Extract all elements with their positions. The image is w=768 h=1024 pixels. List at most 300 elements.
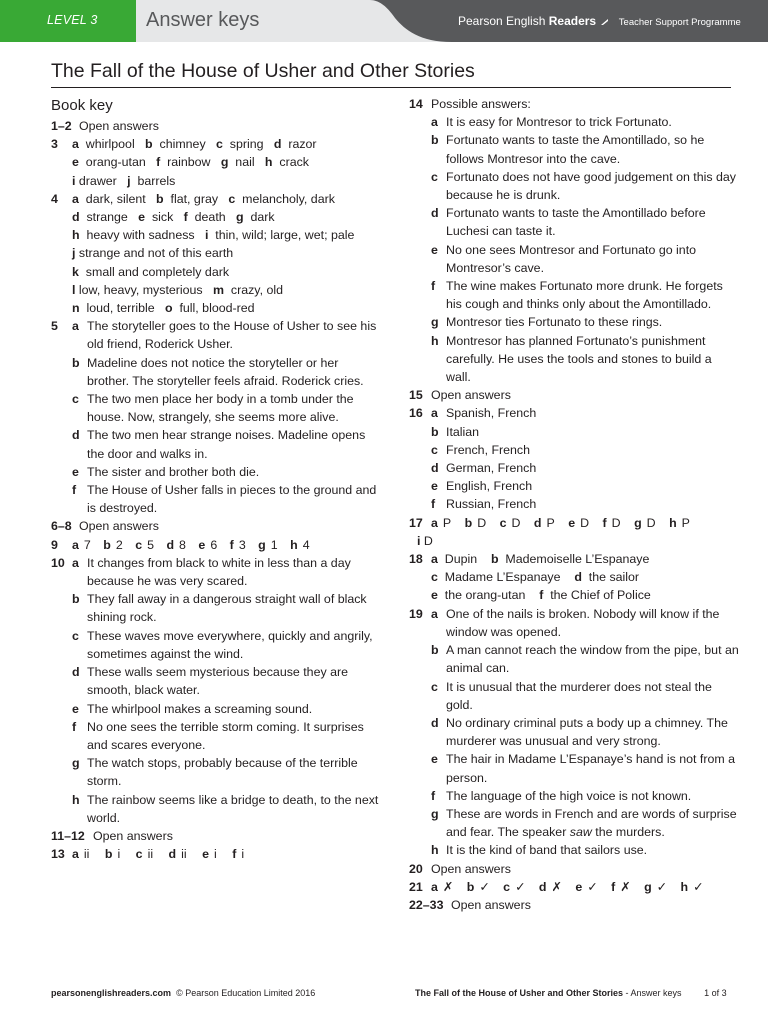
answer-item: [409, 841, 739, 859]
item-answer: Mademoiselle L’Espanaye: [505, 552, 650, 567]
answer-intro: Possible answers:: [431, 97, 531, 111]
answer-item: [409, 605, 739, 641]
item-answer: loud, terrible: [86, 301, 155, 316]
question-number: 21: [409, 879, 423, 894]
item-letter: i: [417, 533, 421, 548]
item-letter: o: [164, 301, 173, 316]
item-letter: f: [431, 279, 436, 294]
answer-list: [409, 113, 739, 386]
item-answer: Montresor has planned Fortunato’s punishment carefully. He uses the tools and stones to build a wall.: [446, 333, 712, 385]
answer-item: [51, 554, 381, 590]
item-answer: German, French: [446, 461, 537, 476]
item-answer: the sailor: [588, 570, 640, 585]
answer-pair: [431, 516, 451, 530]
answer-pair: [568, 516, 589, 530]
answer-item: [409, 241, 739, 277]
answer-pair: [290, 538, 309, 552]
item-letter: a: [72, 537, 79, 552]
item-answer: ✓: [587, 879, 598, 894]
answer-list: [409, 404, 739, 513]
item-letter: b: [72, 355, 80, 370]
answer-pair: [500, 516, 521, 530]
item-letter: b: [72, 592, 80, 607]
question-11-12: [51, 827, 381, 845]
item-answer: These are words in French and are words of surprise and fear. The speaker saw the murders.: [446, 806, 737, 840]
question-number: 16: [409, 406, 423, 421]
question-number: 22–33: [409, 897, 444, 912]
answer-list: [409, 605, 739, 860]
item-letter: d: [72, 210, 80, 225]
item-letter: e: [202, 847, 209, 862]
question-number: 5: [51, 319, 58, 334]
question-19: [409, 605, 739, 860]
item-letter: h: [72, 228, 80, 243]
item-letter: d: [574, 570, 582, 585]
item-letter: f: [431, 497, 436, 512]
item-answer: crack: [279, 155, 309, 170]
question-number: 13: [51, 847, 65, 862]
answer-item: [409, 204, 739, 240]
question-17: [409, 514, 739, 550]
page-number: 1 of 3: [704, 988, 727, 998]
item-answer: D: [580, 515, 590, 530]
item-letter: b: [490, 552, 499, 567]
answer-item: [409, 277, 739, 313]
answer-line: [72, 263, 381, 281]
item-letter: a: [431, 879, 438, 894]
brand: [458, 14, 741, 28]
item-letter: e: [431, 479, 438, 494]
item-answer: No one sees Montresor and Fortunato go into Montresor’s cave.: [446, 242, 697, 275]
answer-pairs: [431, 514, 739, 532]
level-badge: [0, 0, 136, 42]
item-answer: barrels: [137, 173, 176, 188]
item-answer: D: [646, 515, 656, 530]
item-letter: c: [431, 169, 438, 184]
item-letter: h: [669, 515, 677, 530]
answer-item: [51, 700, 381, 718]
item-letter: c: [431, 679, 438, 694]
item-letter: h: [264, 155, 273, 170]
item-answer: ✗: [620, 879, 631, 894]
item-answer: No ordinary criminal puts a body up a chimney. The murderer was unusual and very strong.: [446, 715, 728, 749]
item-letter: d: [72, 428, 80, 443]
item-answer: razor: [288, 137, 317, 152]
answer-list: [51, 554, 381, 827]
item-answer: i: [117, 847, 121, 862]
item-letter: c: [135, 847, 143, 862]
item-letter: f: [232, 847, 237, 862]
item-answer: nail: [235, 155, 255, 170]
question-14: [409, 95, 739, 386]
answer-pair: [467, 880, 490, 894]
answer-line: [72, 299, 381, 317]
item-answer: D: [423, 533, 433, 548]
item-letter: j: [127, 173, 131, 188]
answer-pair: [681, 880, 704, 894]
item-letter: f: [156, 155, 161, 170]
item-answer: whirlpool: [85, 137, 135, 152]
answer-item: [51, 463, 381, 481]
item-letter: d: [168, 847, 177, 862]
item-letter: a: [72, 847, 79, 862]
answer-item: [51, 718, 381, 754]
item-letter: d: [533, 515, 542, 530]
item-answer: Russian, French: [446, 497, 537, 512]
left-column: [51, 95, 381, 863]
item-answer: ✓: [693, 879, 704, 894]
item-letter: e: [198, 537, 206, 552]
item-answer: The language of the high voice is not known.: [446, 788, 692, 803]
item-answer: It changes from black to white in less than a day because he was very scared.: [87, 555, 351, 589]
item-letter: f: [431, 788, 436, 803]
answer-pair: [611, 880, 631, 894]
item-letter: n: [72, 301, 80, 316]
question-number: 14: [409, 97, 423, 111]
item-answer: English, French: [446, 479, 533, 494]
answer-item: [51, 590, 381, 626]
answer-item: [409, 787, 739, 805]
item-answer: A man cannot reach the window from the pipe, but an animal can.: [446, 643, 739, 676]
answer-item: [409, 641, 739, 677]
answer-item: [51, 481, 381, 517]
answer-item: [51, 663, 381, 699]
level-label: LEVEL 3: [47, 13, 98, 27]
item-answer: Madame L’Espanaye: [444, 570, 561, 585]
item-answer: P: [546, 515, 555, 530]
item-answer: ✓: [656, 879, 668, 894]
item-answer: One of the nails is broken. Nobody will know if the window was opened.: [446, 606, 720, 639]
answer-pair: [232, 847, 244, 861]
item-letter: g: [431, 315, 439, 330]
item-letter: f: [539, 588, 544, 603]
item-answer: It is unusual that the murderer does not steal the gold.: [446, 679, 712, 712]
item-letter: g: [634, 515, 642, 530]
item-letter: d: [273, 137, 282, 152]
item-answer: Spanish, French: [446, 406, 537, 421]
answer-pair: [230, 538, 246, 552]
item-letter: c: [215, 137, 223, 152]
page-title: The Fall of the House of Usher and Other Stories: [51, 60, 475, 82]
item-answer: 6: [210, 537, 218, 552]
item-answer: Madeline does not notice the storyteller or her brother. The storyteller feels afraid. Roderick cries.: [87, 355, 364, 388]
title-divider: [51, 87, 731, 88]
question-number: 6–8: [51, 519, 72, 534]
item-letter: g: [72, 756, 80, 771]
answer-pair: [72, 538, 91, 552]
item-answer: spring: [229, 137, 264, 152]
item-letter: b: [431, 133, 439, 148]
item-letter: c: [135, 537, 143, 552]
question-22-33: [409, 896, 739, 914]
answer-item: [409, 495, 739, 513]
item-answer: dark, silent: [85, 191, 146, 206]
item-answer: crazy, old: [230, 282, 283, 297]
item-answer: These walls seem mysterious because they are smooth, black water.: [87, 665, 349, 698]
item-letter: d: [538, 879, 547, 894]
item-letter: c: [503, 879, 511, 894]
header-bar: [0, 0, 768, 42]
item-answer: dark: [250, 210, 275, 225]
answer-pair: [539, 880, 562, 894]
item-answer: The hair in Madame L’Espanaye’s hand is not from a person.: [446, 752, 736, 785]
programme-label: Teacher Support Programme: [618, 17, 741, 28]
item-answer: Fortunato wants to taste the Amontillado, so he follows Montresor into the cave.: [446, 133, 705, 166]
answer-text: Open answers: [451, 897, 531, 912]
book-key-heading: Book key: [51, 97, 113, 114]
answer-pair: [166, 538, 185, 552]
item-answer: 8: [179, 537, 186, 552]
item-answer: No one sees the terrible storm coming. It surprises and scares everyone.: [87, 719, 364, 752]
question-1-2: [51, 117, 381, 135]
answer-item: [409, 441, 739, 459]
item-answer: The House of Usher falls in pieces to the ground and is destroyed.: [87, 483, 377, 516]
item-answer: Montresor ties Fortunato to these rings.: [446, 315, 663, 330]
item-letter: c: [72, 392, 79, 407]
item-answer: They fall away in a dangerous straight wall of black shining rock.: [87, 592, 367, 625]
item-letter: e: [72, 155, 79, 170]
item-letter: m: [212, 282, 224, 297]
question-18: [409, 550, 739, 605]
question-10: [51, 554, 381, 827]
answer-line: [72, 281, 381, 299]
item-answer: 1: [270, 537, 278, 552]
answer-pair: [644, 880, 667, 894]
answer-item: [51, 754, 381, 790]
item-letter: e: [568, 515, 576, 530]
item-answer: The wine makes Fortunato more drunk. He forgets his cough and thinks only about the Amontillado.: [446, 279, 723, 312]
question-number: 17: [409, 515, 423, 530]
question-number: 19: [409, 606, 423, 621]
answer-pair: [603, 516, 621, 530]
item-answer: ✗: [551, 879, 562, 894]
answer-item: [409, 805, 739, 841]
question-number: 15: [409, 388, 423, 403]
item-letter: h: [290, 537, 298, 552]
item-answer: 5: [147, 537, 155, 552]
item-letter: b: [431, 424, 439, 439]
item-letter: j: [72, 246, 76, 261]
question-13: [51, 845, 381, 863]
question-21: [409, 878, 739, 896]
item-answer: The storyteller goes to the House of Usher to see his old friend, Roderick Usher.: [87, 319, 377, 352]
item-answer: ✗: [442, 879, 454, 894]
item-answer: melancholy, dark: [242, 191, 335, 206]
question-9: [51, 536, 381, 554]
question-number: 3: [51, 137, 58, 152]
item-answer: D: [611, 515, 621, 530]
answer-text: Open answers: [431, 388, 511, 403]
item-letter: g: [258, 537, 266, 552]
answer-item: [409, 404, 739, 422]
item-answer: The rainbow seems like a bridge to death, to the next world.: [87, 792, 379, 825]
answer-item: [409, 423, 739, 441]
item-letter: a: [431, 115, 438, 130]
item-answer: Dupin: [444, 552, 478, 567]
answer-item: [409, 131, 739, 167]
answer-text: Open answers: [79, 519, 159, 534]
item-answer: The whirlpool makes a screaming sound.: [87, 701, 313, 716]
item-letter: c: [431, 442, 438, 457]
item-letter: e: [431, 242, 438, 257]
item-answer: The watch stops, probably because of the terrible storm.: [87, 756, 358, 789]
item-letter: b: [156, 191, 164, 206]
item-answer: 2: [115, 537, 123, 552]
answer-pair: [198, 538, 217, 552]
footer-title: The Fall of the House of Usher and Other Stories: [415, 988, 624, 998]
answer-line: [417, 532, 739, 550]
answer-pair: [202, 847, 217, 861]
item-letter: c: [228, 191, 236, 206]
pen-icon: [600, 18, 609, 26]
item-answer: drawer: [78, 173, 117, 188]
item-letter: c: [431, 570, 438, 585]
question-number: 10: [51, 555, 65, 570]
item-answer: flat, gray: [170, 191, 219, 206]
item-answer: ii: [147, 847, 154, 862]
item-answer: ii: [181, 847, 187, 862]
answer-pair: [169, 847, 187, 861]
question-6-8: [51, 517, 381, 535]
item-answer: D: [477, 515, 487, 530]
item-letter: e: [575, 879, 583, 894]
answer-text: Open answers: [431, 861, 511, 876]
item-answer: the Chief of Police: [550, 588, 651, 603]
item-letter: h: [431, 843, 439, 858]
item-letter: b: [103, 537, 111, 552]
item-answer: small and completely dark: [85, 264, 230, 279]
answer-item: [409, 714, 739, 750]
answer-line: [431, 586, 739, 604]
question-number: 18: [409, 552, 423, 567]
answer-item: [51, 426, 381, 462]
item-answer: Fortunato does not have good judgement on this day because he is drunk.: [446, 169, 737, 203]
answer-item: [51, 390, 381, 426]
answer-pairs: [431, 878, 739, 896]
answer-list: [51, 317, 381, 517]
answer-pair: [136, 847, 153, 861]
item-answer: full, blood-red: [179, 301, 255, 316]
answer-pair: [503, 880, 525, 894]
item-letter: e: [72, 701, 79, 716]
answer-pair: [634, 516, 656, 530]
item-answer: Italian: [446, 424, 480, 439]
footer-copyright: © Pearson Education Limited 2016: [176, 988, 316, 998]
item-answer: 7: [83, 537, 91, 552]
answer-item: [409, 750, 739, 786]
item-letter: e: [72, 464, 79, 479]
question-15: [409, 386, 739, 404]
item-letter: a: [431, 515, 438, 530]
item-letter: g: [235, 210, 244, 225]
answer-pair: [534, 516, 555, 530]
item-letter: i: [204, 228, 209, 243]
item-letter: b: [466, 879, 475, 894]
section-title: Answer keys: [146, 9, 260, 31]
item-answer: ✓: [479, 879, 490, 894]
answer-pairs: [72, 536, 381, 554]
question-3: [51, 135, 381, 190]
question-number: 9: [51, 537, 58, 552]
answer-line: [72, 135, 381, 153]
answer-item: [409, 313, 739, 331]
footer-site-link[interactable]: pearsonenglishreaders.com: [51, 988, 172, 998]
item-answer: P: [442, 515, 452, 530]
item-answer: death: [194, 210, 226, 225]
item-answer: rainbow: [167, 155, 211, 170]
item-answer: It is easy for Montresor to trick Fortunato.: [446, 115, 672, 130]
answer-item: [409, 332, 739, 387]
item-answer: French, French: [446, 442, 531, 457]
item-letter: g: [220, 155, 229, 170]
item-answer: ✓: [515, 879, 526, 894]
answer-line: [72, 208, 381, 226]
item-answer: ii: [83, 847, 90, 862]
item-letter: a: [72, 137, 79, 152]
item-letter: d: [431, 461, 439, 476]
item-letter: a: [431, 606, 438, 621]
item-letter: b: [431, 643, 439, 658]
item-letter: a: [72, 319, 79, 334]
item-answer: D: [511, 515, 521, 530]
item-letter: e: [138, 210, 146, 225]
question-number: 4: [51, 191, 58, 206]
question-20: [409, 860, 739, 878]
item-letter: b: [145, 137, 153, 152]
right-column: [409, 95, 739, 914]
item-letter: h: [680, 879, 689, 894]
answer-pair: [431, 880, 453, 894]
answer-line: [431, 550, 739, 568]
brand-bold: Readers: [548, 14, 597, 28]
item-answer: These waves move everywhere, quickly and angrily, sometimes against the wind.: [87, 628, 373, 661]
answer-item: [51, 354, 381, 390]
answer-item: [409, 168, 739, 204]
footer-left: [51, 988, 315, 998]
item-letter: f: [72, 483, 77, 498]
item-answer: orang-utan: [85, 155, 146, 170]
item-answer: strange and not of this earth: [78, 246, 234, 261]
item-letter: h: [72, 792, 80, 807]
item-answer: strange: [86, 210, 128, 225]
item-answer: 3: [238, 537, 246, 552]
answer-item: [51, 627, 381, 663]
answer-pairs: [72, 845, 381, 863]
answer-pair: [103, 538, 122, 552]
item-letter: g: [431, 806, 439, 821]
item-answer: heavy with sadness: [86, 228, 195, 243]
item-answer: The two men place her body in a tomb under the house. Now, strangely, she seems more alive.: [87, 392, 354, 425]
item-letter: f: [611, 879, 616, 894]
item-answer: It is the kind of band that sailors use.: [446, 843, 648, 858]
item-letter: d: [166, 537, 175, 552]
answer-item: [409, 678, 739, 714]
item-answer: chimney: [159, 137, 206, 152]
answer-item: [51, 317, 381, 353]
answer-pair: [669, 516, 690, 530]
answer-line: [72, 190, 381, 208]
answer-line: [72, 153, 381, 171]
item-letter: i: [72, 173, 76, 188]
footer-right: [415, 988, 727, 998]
item-answer: i: [214, 847, 217, 862]
item-letter: l: [72, 282, 76, 297]
item-answer: The sister and brother both die.: [87, 464, 260, 479]
brand-light: Pearson English: [458, 14, 549, 28]
item-answer: thin, wild; large, wet; pale: [215, 228, 355, 243]
item-letter: b: [104, 847, 113, 862]
answer-pair: [72, 847, 89, 861]
